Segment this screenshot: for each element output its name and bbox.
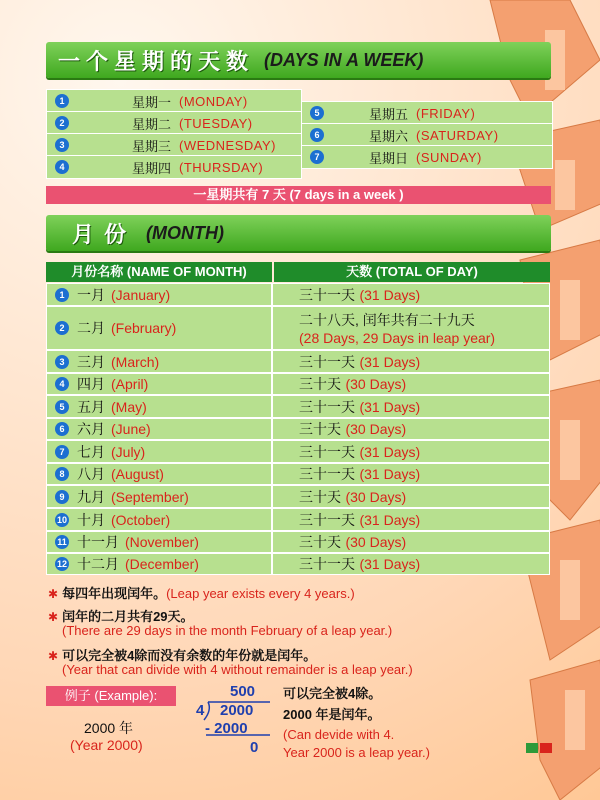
- days-cn: 三十一天: [299, 511, 355, 528]
- month-en: (March): [111, 353, 160, 370]
- division-subtract: - 2000: [205, 720, 248, 737]
- table-row: [46, 395, 550, 418]
- month-number: 4: [55, 377, 69, 391]
- day-number: 2: [55, 116, 69, 130]
- day-item: [46, 133, 302, 157]
- table-row: [46, 306, 550, 350]
- month-cn: 八月: [77, 466, 105, 482]
- days-cn: 三十一天: [299, 286, 355, 303]
- month-cn: 九月: [77, 488, 105, 505]
- table-row: [46, 418, 550, 440]
- days-en: (31 Days): [359, 443, 421, 460]
- days-cn: 三十一天: [299, 466, 355, 482]
- table-row: [46, 485, 550, 508]
- days-en: (31 Days): [359, 511, 421, 528]
- day-item: [46, 155, 302, 179]
- division-quotient: 500: [230, 683, 256, 700]
- month-cn: 一月: [77, 286, 105, 303]
- col-header-days: 天数 (TOTAL OF DAY): [274, 262, 550, 282]
- example-line-4: Year 2000 is a leap year.): [283, 745, 430, 760]
- days-cn: 三十天: [299, 376, 341, 392]
- days-cn: 三十一天: [299, 556, 355, 572]
- month-title-en: (MONTH): [146, 222, 224, 243]
- day-cn: 星期三: [131, 138, 171, 154]
- month-cn: 十一月: [77, 534, 119, 550]
- division-dividend: 2000: [220, 702, 254, 719]
- month-number: 11: [55, 535, 69, 549]
- days-en: (30 Days): [345, 421, 407, 437]
- day-item: [301, 145, 553, 169]
- corner-badge-icon: [526, 743, 566, 755]
- month-number: 1: [55, 288, 69, 302]
- asterisk-icon: ✱: [48, 610, 59, 624]
- days-cn: 三十一天: [299, 353, 355, 370]
- days-en: (30 Days): [345, 534, 407, 550]
- note-leap-frequency: ✱ 每四年出现闰年。(Leap year exists every 4 years.): [48, 586, 355, 601]
- days-cn: 三十天: [299, 488, 341, 505]
- month-title-cn: 月份: [72, 221, 137, 247]
- day-en: (FRIDAY): [416, 105, 476, 121]
- day-en: (WEDNESDAY): [179, 137, 276, 153]
- asterisk-icon: ✱: [48, 587, 59, 601]
- month-en: (July): [111, 443, 146, 460]
- month-cn: 六月: [77, 421, 105, 437]
- table-row: [46, 531, 550, 553]
- month-number: 12: [56, 559, 67, 569]
- day-number: 5: [310, 106, 324, 120]
- days-en: (31 Days): [359, 556, 421, 572]
- day-number: 3: [55, 138, 69, 152]
- days-en: (30 Days): [345, 376, 407, 392]
- month-en: (January): [111, 286, 171, 303]
- example-year-cn: 2000 年: [84, 720, 134, 736]
- day-en: (SUNDAY): [416, 149, 482, 165]
- day-cn: 星期六: [368, 128, 408, 144]
- month-cn: 七月: [77, 443, 105, 460]
- days-banner: [46, 42, 551, 78]
- month-number: 3: [55, 355, 69, 369]
- day-item: [301, 123, 553, 147]
- days-en: (31 Days): [359, 286, 421, 303]
- month-number: 10: [56, 514, 67, 525]
- month-en: (August): [111, 466, 164, 482]
- month-cn: 十月: [77, 511, 105, 528]
- day-number: 6: [310, 128, 324, 142]
- days-cn: 三十一天: [299, 443, 355, 460]
- days-en: (31 Days): [359, 466, 421, 482]
- days-en: (28 Days, 29 Days in leap year): [299, 330, 496, 346]
- day-item: [301, 101, 553, 125]
- month-number: 7: [55, 445, 69, 459]
- table-row: [46, 440, 550, 463]
- day-en: (MONDAY): [179, 93, 248, 109]
- day-en: (TUESDAY): [179, 115, 253, 131]
- days-cn: 三十天: [299, 421, 341, 437]
- month-number: 5: [55, 400, 69, 414]
- table-row: [46, 283, 550, 306]
- days-cn: 二十八天, 闰年共有二十九天: [299, 312, 475, 328]
- day-cn: 星期四: [131, 160, 171, 176]
- day-cn: 星期日: [368, 150, 408, 166]
- month-en: (December): [125, 556, 199, 572]
- table-row: [46, 553, 550, 575]
- month-number: 6: [55, 422, 69, 436]
- month-en: (September): [111, 488, 189, 505]
- month-cn: 四月: [77, 376, 105, 392]
- month-en: (February): [111, 320, 177, 336]
- division-divisor: 4: [196, 702, 205, 719]
- days-title-cn: 一个星期的天数: [58, 48, 255, 74]
- month-cn: 十二月: [77, 556, 119, 572]
- col-header-month: 月份名称 (NAME OF MONTH): [46, 262, 272, 282]
- table-row: [46, 350, 550, 373]
- month-en: (November): [125, 534, 199, 550]
- day-cn: 星期二: [131, 116, 171, 132]
- days-en: (30 Days): [345, 488, 407, 505]
- day-en: (SATURDAY): [416, 127, 499, 143]
- day-number: 7: [310, 150, 324, 164]
- table-row: [46, 463, 550, 485]
- days-in-week-total: 一星期共有 7 天 (7 days in a week ): [46, 186, 551, 204]
- example-line-2: 2000 年是闰年。: [283, 707, 381, 722]
- days-en: (31 Days): [359, 353, 421, 370]
- days-cn: 三十天: [299, 534, 341, 550]
- note-divisible: ✱ 可以完全被4除而没有余数的年份就是闰年。: [48, 648, 317, 663]
- example-year-en: (Year 2000): [70, 737, 143, 753]
- month-en: (May): [111, 398, 147, 415]
- day-number: 1: [55, 94, 69, 108]
- note-divisible-en: (Year that can divide with 4 without remainder is a leap year.): [62, 662, 413, 677]
- day-cn: 星期一: [131, 94, 171, 110]
- example-label: 例子 (Example):: [46, 686, 176, 706]
- days-title-en: (DAYS IN A WEEK): [264, 49, 424, 70]
- note-feb-leap: ✱ 闰年的二月共有29天。: [48, 609, 194, 624]
- month-banner: [46, 215, 551, 251]
- days-en: (31 Days): [359, 398, 421, 415]
- month-number: 9: [55, 490, 69, 504]
- day-item: [46, 111, 302, 135]
- example-line-3: (Can devide with 4.: [283, 727, 395, 742]
- table-row: [46, 373, 550, 395]
- day-number: 4: [55, 160, 69, 174]
- month-en: (April): [111, 376, 149, 392]
- month-cn: 三月: [77, 353, 105, 370]
- table-row: [46, 508, 550, 531]
- day-cn: 星期五: [368, 106, 408, 122]
- day-item: [46, 89, 302, 113]
- month-cn: 二月: [77, 320, 105, 336]
- division-remainder: 0: [250, 739, 259, 756]
- month-en: (October): [111, 511, 171, 528]
- note-feb-leap-en: (There are 29 days in the month February of a leap year.): [62, 623, 393, 638]
- asterisk-icon: ✱: [48, 649, 59, 663]
- days-cn: 三十一天: [299, 398, 355, 415]
- month-en: (June): [111, 421, 151, 437]
- month-cn: 五月: [77, 398, 105, 415]
- example-line-1: 可以完全被4除。: [283, 686, 382, 701]
- month-number: 2: [55, 321, 69, 335]
- month-number: 8: [55, 467, 69, 481]
- day-en: (THURSDAY): [179, 159, 264, 175]
